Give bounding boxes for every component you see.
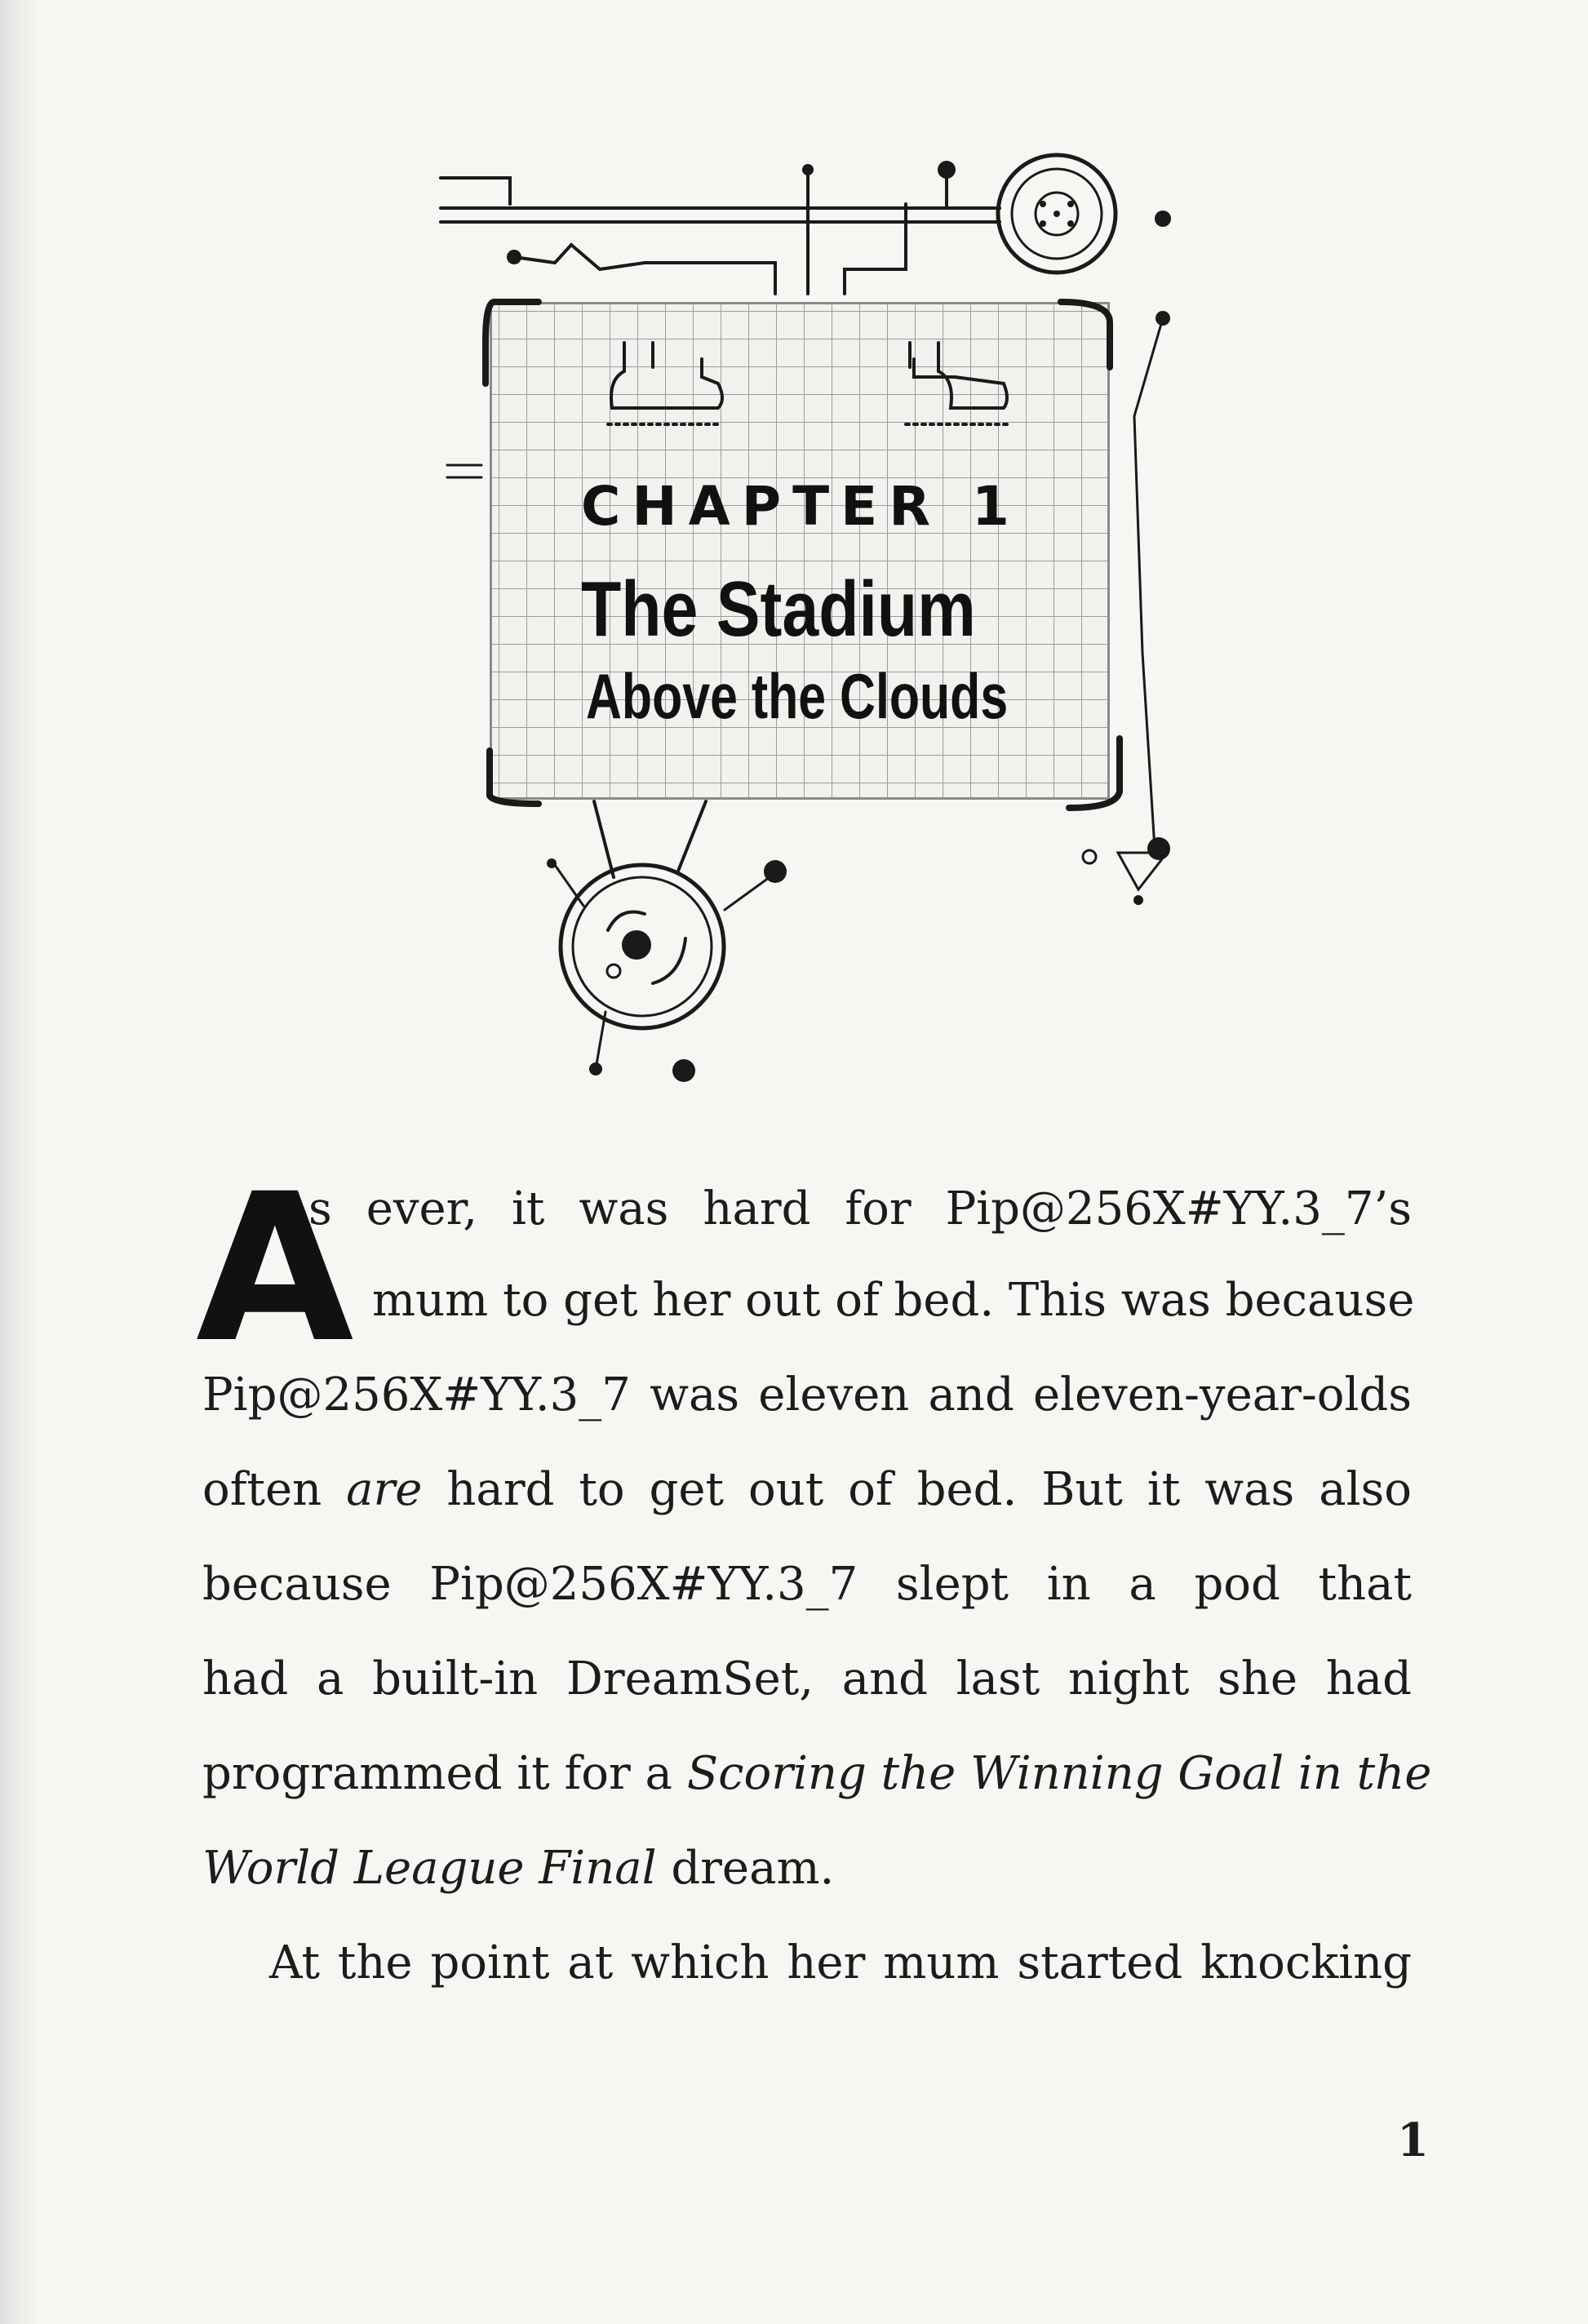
boot-left-icon — [608, 343, 722, 424]
body-line-8-part-2: dream. — [671, 1842, 835, 1895]
drop-cap: A — [196, 1150, 354, 1387]
wire-top-left — [441, 178, 510, 204]
body-line-5: because Pip@256X#YY.3_7 slept in a pod that — [202, 1558, 1412, 1611]
chapter-title: The Stadium — [581, 565, 976, 653]
body-line-1: s ever, it was hard for Pip@256X#YY.3_7’s — [308, 1182, 1412, 1235]
body-line-9: At the point at which her mum started knocking — [269, 1936, 1412, 1989]
chapter-number-label: CHAPTER 1 — [581, 475, 1021, 538]
body-line-3: Pip@256X#YY.3_7 was eleven and eleven-year-olds — [202, 1368, 1412, 1421]
chapter-subtitle: Above the Clouds — [586, 660, 1009, 732]
body-line-4-part-1: often — [202, 1463, 322, 1516]
body-line-8 — [202, 1841, 1412, 1896]
body-line-4 — [202, 1462, 1412, 1517]
body-line-6: had a built-in DreamSet, and last night she had — [202, 1652, 1412, 1705]
body-line-7-italic-title: Scoring the Winning Goal in the — [686, 1747, 1432, 1800]
body-line-7-part-1: programmed it for a — [202, 1747, 672, 1800]
boot-right-icon — [906, 343, 1008, 424]
body-line-7 — [202, 1746, 1432, 1801]
body-line-4-emphasis: are — [346, 1463, 423, 1516]
wire-zigzag — [514, 245, 775, 294]
body-line-8-italic-title: World League Final — [202, 1842, 657, 1895]
page-number: 1 — [1397, 2113, 1429, 2167]
body-line-4-part-2: hard to get out of bed. But it was also — [446, 1463, 1412, 1516]
body-line-2: mum to get her out of bed. This was because — [372, 1274, 1415, 1327]
